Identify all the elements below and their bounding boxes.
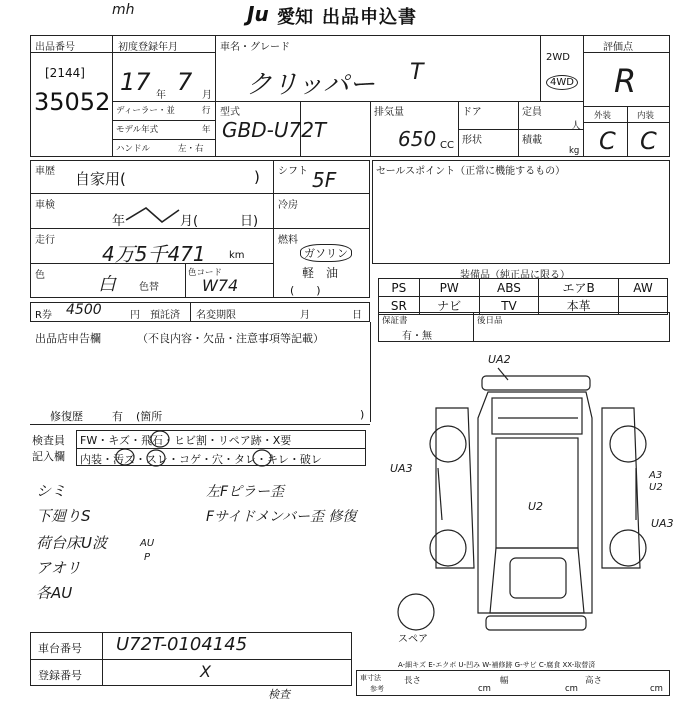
footer-signature: 検査 [268, 688, 290, 701]
equip-pw: PW [419, 279, 479, 297]
note-au-right: AU [140, 538, 155, 549]
note-sidemember: Fサイドメンバー歪 修復 [206, 509, 357, 525]
equip-aw: AW [618, 279, 667, 297]
cc-unit: CC [440, 140, 454, 151]
capacity-label: 定員 [522, 107, 542, 118]
color-code-value: W74 [202, 276, 239, 295]
load-unit: kg [569, 146, 580, 156]
meigi-label: 名変期限 [196, 310, 236, 321]
diagram-u2-right: U2 [649, 482, 663, 493]
score-value: R [614, 62, 637, 100]
diagram-spare: スペア [398, 634, 428, 645]
car-name: クリッパー [246, 70, 375, 100]
score-int: C [640, 127, 657, 155]
model-label: 型式 [220, 107, 240, 118]
ju-logo: Ju [247, 2, 269, 26]
score-label: 評価点 [603, 42, 633, 53]
drive-4wd: 4WD [546, 75, 578, 90]
diagram-a3: A3 [649, 470, 663, 481]
color-label: 色 [35, 270, 45, 281]
reg-label: 初度登録年月 [118, 42, 178, 53]
color-value: 白 [98, 274, 116, 295]
equip-airbag: エアB [539, 279, 619, 297]
mileage-label: 走行 [35, 235, 55, 246]
dims-length: 長さ [404, 676, 422, 686]
reg-month: 7 [177, 68, 193, 96]
inspector-label: 検査員 [32, 434, 65, 447]
handle-label: ハンドル [116, 144, 151, 154]
shape-label: 形状 [462, 135, 482, 146]
dims-height-unit: cm [650, 684, 663, 694]
door-label: ドア [462, 107, 482, 118]
dealer-right: 行 [202, 106, 211, 116]
capacity-unit: 人 [571, 121, 581, 132]
dims-label: 車寸法 [360, 674, 381, 682]
sales-point-label: セールスポイント（正常に機能するもの） [376, 166, 566, 177]
repair-place: (箇所 [136, 410, 163, 423]
report-label: 出品店申告欄 [35, 332, 101, 345]
color-change-label: 色替 [139, 282, 159, 293]
fuel-diesel: 軽 油 [302, 266, 339, 280]
page-title: 出品申込書 [322, 7, 417, 28]
top-scribble: mh [112, 2, 135, 18]
drive-2wd: 2WD [546, 52, 570, 63]
cooler-label: 冷房 [278, 200, 298, 211]
note-nidai: 荷台床U波 [36, 534, 107, 552]
chassis-label: 車台番号 [38, 642, 82, 655]
inspector-row-1: FW・キズ・飛石・ヒビ割・リペア跡・X要 [80, 434, 292, 447]
shaken-strike-mark [124, 202, 184, 226]
warranty-label: 保証書 [382, 316, 408, 326]
score-ext: C [599, 127, 616, 155]
inspector-label-2: 記入欄 [32, 450, 65, 463]
repair-value: 有 [112, 410, 123, 423]
dims-ref: 参考 [370, 685, 384, 693]
fuel-other: ( ) [290, 284, 321, 297]
equip-navi: ナビ [419, 297, 479, 315]
recycle-label: R券 [35, 310, 52, 321]
meigi-tsuki: 月 [300, 310, 310, 321]
score-int-label: 内装 [637, 111, 655, 121]
diagram-ua3-left: UA3 [390, 462, 413, 475]
note-shimi: シミ [36, 482, 67, 500]
shaken-nichi: 日) [240, 214, 259, 229]
equipment-table [378, 278, 668, 315]
model-value: GBD-U72T [222, 118, 327, 142]
plate-label: 登録番号 [38, 669, 82, 682]
note-kaku: 各AU [36, 584, 73, 602]
equip-sr: SR [379, 297, 420, 315]
car-damage-diagram [378, 348, 700, 648]
note-pillar: 左Fピラー歪 [206, 484, 285, 500]
diagram-ua2: UA2 [488, 353, 511, 366]
shaken-nen: 年 [112, 214, 126, 229]
mileage-value: 4万5千471 [102, 242, 206, 266]
diagram-ua3-right: UA3 [651, 517, 674, 530]
load-label: 積載 [522, 135, 542, 146]
equip-abs: ABS [479, 279, 539, 297]
history-label: 車歴 [35, 166, 55, 177]
reg-year: 17 [120, 68, 151, 96]
dims-width-unit: cm [565, 684, 578, 694]
color-code-label: 色コード [188, 268, 223, 278]
equip-tv: TV [479, 297, 539, 315]
dealer-label: ディーラー・並 [116, 106, 175, 116]
history-close: ) [254, 168, 260, 186]
back-seat-label: 後日品 [477, 316, 503, 326]
note-p-right: P [144, 552, 151, 563]
equip-leather: 本革 [539, 297, 619, 315]
handle-right: 左・右 [178, 144, 204, 154]
lot-number: 35052 [34, 88, 111, 116]
cc-value: 650 [398, 127, 437, 151]
lot-bracket: [2144] [45, 66, 85, 80]
cc-label: 排気量 [374, 107, 404, 118]
repair-label: 修復歴 [50, 410, 83, 423]
recycle-unit: 円 [130, 310, 140, 321]
inspector-circles [76, 430, 366, 470]
recycle-value: 4500 [66, 302, 102, 318]
fuel-label: 燃料 [278, 235, 298, 246]
fuel-gas: ガソリン [300, 244, 352, 262]
equip-ps: PS [379, 279, 420, 297]
damage-legend: A-細キズ E-エクボ U-凹み W-補修跡 G-サビ C-腐食 XX-取替済 [398, 661, 596, 669]
meigi-nichi: 日 [352, 310, 362, 321]
car-label: 車名・グレード [220, 42, 290, 53]
model-year-right: 年 [202, 125, 211, 135]
repair-close: ) [360, 408, 365, 421]
recycle-deposit: 預託済 [150, 310, 180, 321]
dims-height: 高さ [585, 676, 603, 686]
shift-label: シフト [278, 166, 308, 177]
note-aori: アオリ [36, 559, 81, 577]
score-ext-label: 外装 [594, 111, 612, 121]
org-name: 愛知 [277, 7, 313, 28]
equipment-label: 装備品（純正品に限る） [460, 270, 570, 281]
warranty-value: 有・無 [402, 331, 432, 342]
reg-nen: 年 [156, 90, 166, 101]
note-shitamawari: 下廻りS [36, 507, 91, 525]
shaken-tsuki: 月( [180, 214, 199, 229]
model-year-label: モデル年式 [116, 125, 159, 135]
chassis-number: U72T-0104145 [116, 634, 248, 655]
diagram-u2-center: U2 [528, 500, 544, 513]
shift-value: 5F [312, 168, 337, 192]
inspector-row-2: 内装・汚ズ・スレ・コゲ・穴・タレ・キレ・破レ [80, 453, 322, 466]
lot-label: 出品番号 [35, 42, 75, 53]
plate-value: X [200, 662, 211, 681]
mileage-unit: km [229, 250, 245, 261]
dims-width: 幅 [500, 676, 509, 686]
dims-length-unit: cm [478, 684, 491, 694]
reg-tsuki: 月 [202, 90, 212, 101]
report-note: （不良内容・欠品・注意事項等記載） [137, 332, 324, 345]
shaken-label: 車検 [35, 200, 55, 211]
car-grade: T [410, 60, 424, 85]
history-value: 自家用( [75, 170, 126, 188]
